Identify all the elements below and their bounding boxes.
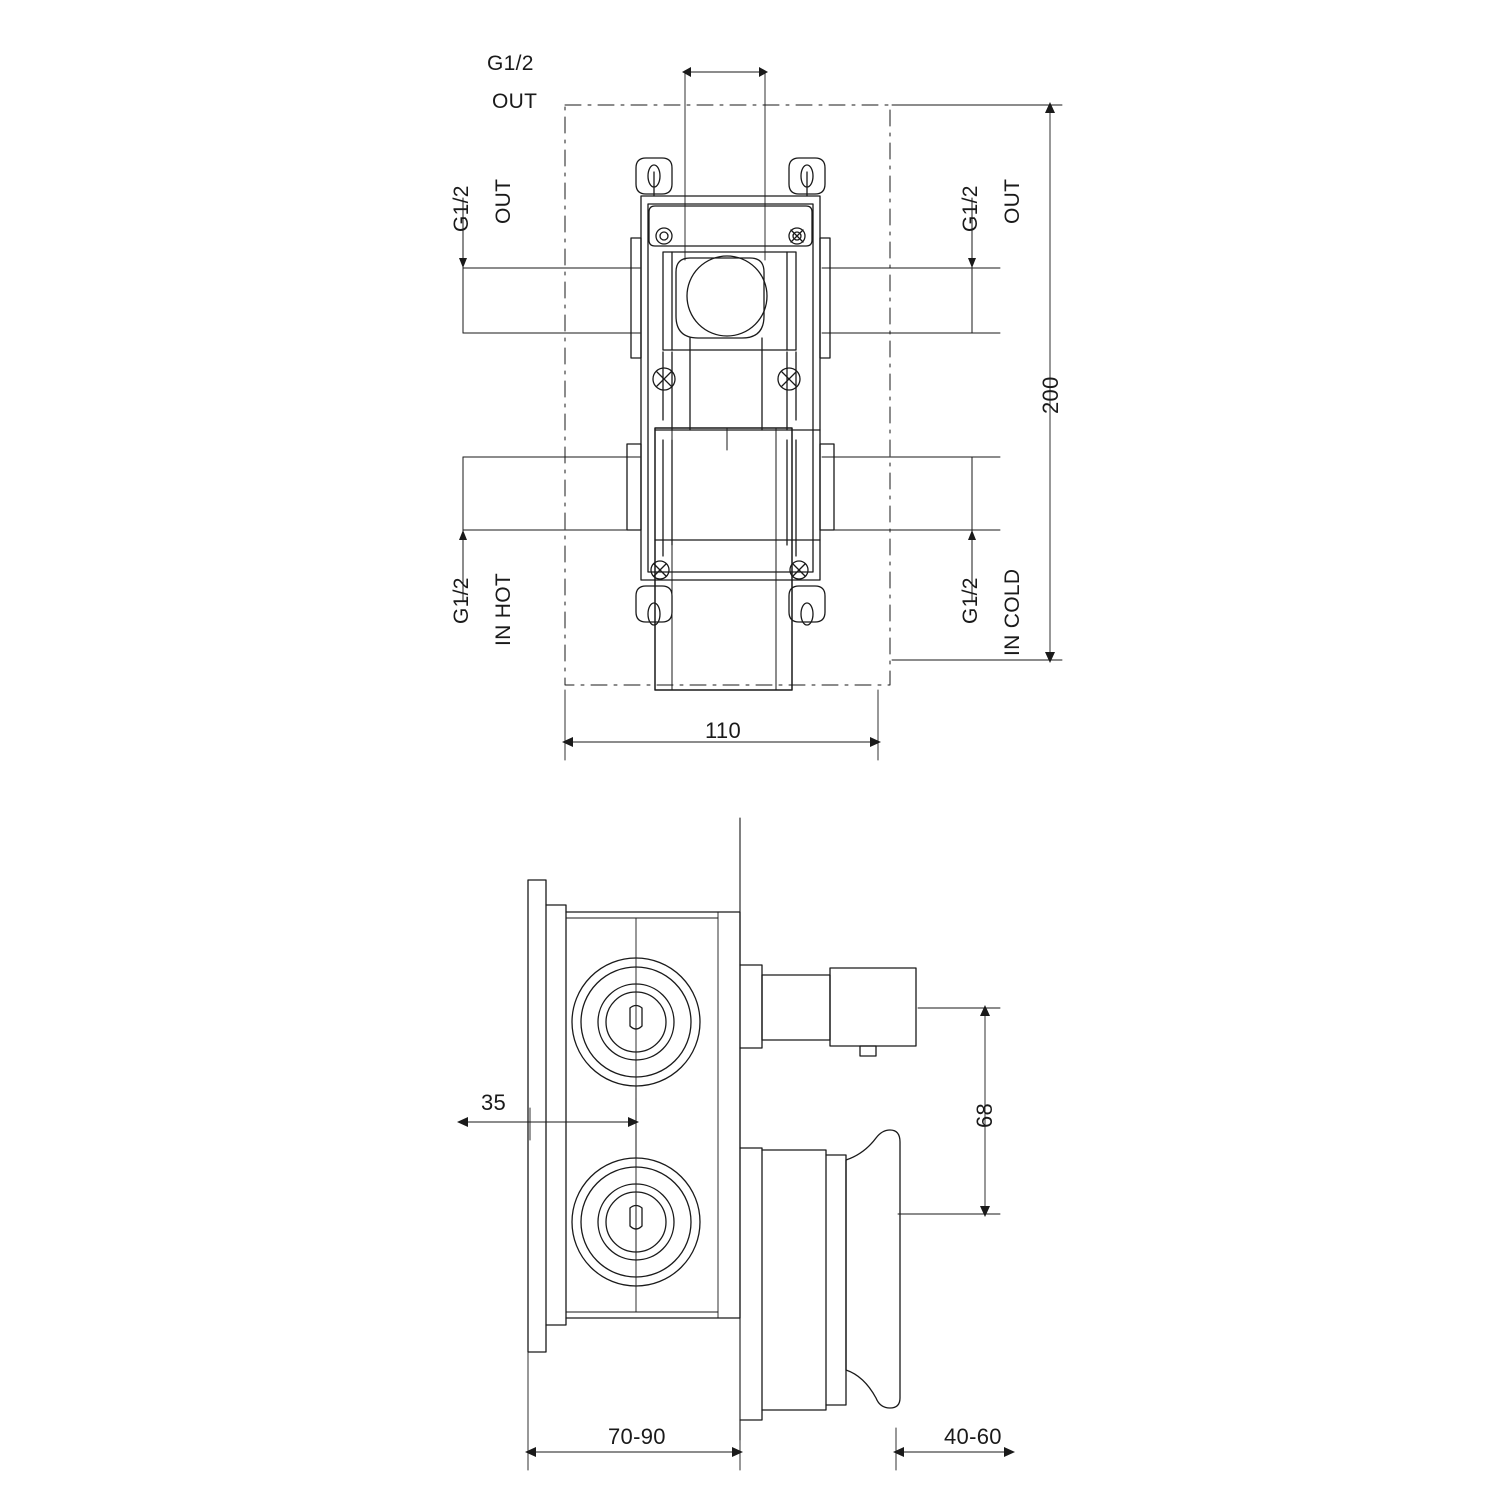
label-right-in-cold-flow: IN COLD (1001, 568, 1024, 656)
label-right-in-cold-thread: G1/2 (959, 577, 982, 624)
diverter-trim-side (740, 965, 916, 1056)
label-left-out-thread: G1/2 (450, 185, 473, 232)
label-dim-70-90: 70-90 (608, 1424, 666, 1449)
dim-top-out (682, 67, 768, 77)
side-section-body (528, 880, 740, 1352)
valve-body-outline (627, 158, 834, 690)
label-dim-200: 200 (1038, 376, 1063, 414)
label-top-out-thread: G1/2 (487, 52, 534, 75)
dashed-wall-outline (565, 105, 890, 685)
label-dim-68: 68 (972, 1102, 997, 1128)
label-left-out-flow: OUT (492, 178, 515, 224)
label-dim-35: 35 (481, 1090, 507, 1115)
label-dim-40-60: 40-60 (944, 1424, 1002, 1449)
label-left-in-hot-flow: IN HOT (492, 573, 515, 646)
label-top-out-flow: OUT (492, 90, 538, 113)
label-right-out-thread: G1/2 (959, 185, 982, 232)
label-right-out-flow: OUT (1001, 178, 1024, 224)
mixer-lever-side (740, 1130, 900, 1420)
label-dim-110: 110 (705, 718, 741, 743)
label-left-in-hot-thread: G1/2 (450, 577, 473, 624)
top-view-extension-lines (463, 72, 1000, 530)
